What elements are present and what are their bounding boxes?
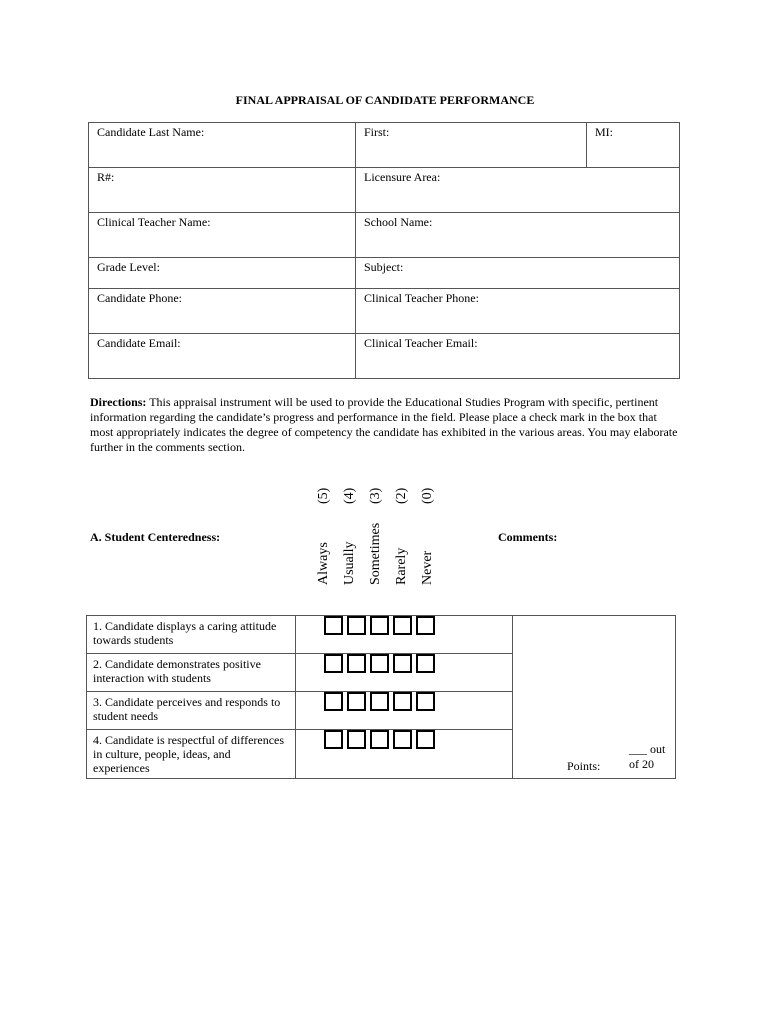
candidate-phone-label: Candidate Phone:: [97, 291, 182, 305]
never-checkbox[interactable]: [416, 616, 435, 635]
school-name-field[interactable]: [356, 213, 680, 258]
sometimes-checkbox[interactable]: [370, 616, 389, 635]
clinical-teacher-email-field[interactable]: [356, 334, 680, 379]
criteria-table: [86, 615, 676, 779]
sometimes-checkbox[interactable]: [370, 730, 389, 749]
candidate-email-label: Candidate Email:: [97, 336, 181, 350]
always-checkbox[interactable]: [324, 730, 343, 749]
first-name-label: First:: [364, 125, 390, 139]
grade-level-label: Grade Level:: [97, 260, 160, 274]
points-label: Points:: [567, 759, 601, 773]
rating-boxes: [296, 730, 513, 779]
clinical-teacher-phone-label: Clinical Teacher Phone:: [364, 291, 479, 305]
rating-score-never: (0): [420, 487, 435, 504]
usually-checkbox[interactable]: [347, 654, 366, 673]
usually-checkbox[interactable]: [347, 616, 366, 635]
never-checkbox[interactable]: [416, 692, 435, 711]
always-checkbox[interactable]: [324, 692, 343, 711]
page-title: FINAL APPRAISAL OF CANDIDATE PERFORMANCE: [235, 93, 535, 107]
rating-score-rarely: (2): [394, 487, 409, 504]
never-checkbox[interactable]: [416, 654, 435, 673]
never-checkbox[interactable]: [416, 730, 435, 749]
rarely-checkbox[interactable]: [393, 616, 412, 635]
directions-label: Directions:: [90, 395, 147, 409]
rating-score-usually: (4): [342, 487, 357, 504]
directions-text: This appraisal instrument will be used to provide the Educational Studies Program with specific, pertinent information regarding the candidate’s progress and performance in the field. Please place a check mark in the box that most appropriately indicates the degree of competency the candidate has exhibited in the various areas. You may elaborate further in the comments section.: [90, 395, 678, 454]
rating-boxes: [296, 692, 513, 730]
usually-checkbox[interactable]: [347, 730, 366, 749]
sometimes-checkbox[interactable]: [370, 692, 389, 711]
r-number-field[interactable]: [89, 168, 356, 213]
usually-checkbox[interactable]: [347, 692, 366, 711]
rarely-checkbox[interactable]: [393, 730, 412, 749]
rating-score-sometimes: (3): [368, 487, 383, 504]
last-name-field[interactable]: [89, 123, 356, 168]
rating-label-never: Never: [420, 550, 435, 585]
section-title: A. Student Centeredness:: [90, 530, 221, 544]
criterion-text: 1. Candidate displays a caring attitude towards students: [87, 616, 296, 654]
grade-level-field[interactable]: [89, 258, 356, 289]
rating-label-usually: Usually: [342, 541, 357, 585]
candidate-phone-field[interactable]: [89, 289, 356, 334]
mi-field[interactable]: [587, 123, 680, 168]
rating-score-always: (5): [316, 487, 331, 504]
rating-label-always: Always: [316, 542, 331, 585]
school-name-label: School Name:: [364, 215, 433, 229]
r-number-label: R#:: [97, 170, 115, 184]
clinical-teacher-name-label: Clinical Teacher Name:: [97, 215, 211, 229]
last-name-label: Candidate Last Name:: [97, 125, 205, 139]
rating-boxes: [296, 654, 513, 692]
rating-label-sometimes: Sometimes: [368, 522, 383, 585]
criterion-text: 2. Candidate demonstrates positive interaction with students: [87, 654, 296, 692]
criterion-text: 4. Candidate is respectful of differences in culture, people, ideas, and experiences: [87, 730, 296, 779]
candidate-info-table: [88, 122, 680, 379]
always-checkbox[interactable]: [324, 616, 343, 635]
clinical-teacher-email-label: Clinical Teacher Email:: [364, 336, 478, 350]
candidate-email-field[interactable]: [89, 334, 356, 379]
clinical-teacher-phone-field[interactable]: [356, 289, 680, 334]
sometimes-checkbox[interactable]: [370, 654, 389, 673]
first-name-field[interactable]: [356, 123, 587, 168]
licensure-area-label: Licensure Area:: [364, 170, 441, 184]
comments-header: Comments:: [498, 530, 558, 544]
rarely-checkbox[interactable]: [393, 654, 412, 673]
subject-field[interactable]: [356, 258, 680, 289]
rating-boxes: [296, 616, 513, 654]
always-checkbox[interactable]: [324, 654, 343, 673]
mi-label: MI:: [595, 125, 613, 139]
directions-paragraph: [90, 395, 680, 455]
rating-label-rarely: Rarely: [394, 547, 409, 585]
criterion-text: 3. Candidate perceives and responds to student needs: [87, 692, 296, 730]
rarely-checkbox[interactable]: [393, 692, 412, 711]
clinical-teacher-name-field[interactable]: [89, 213, 356, 258]
points-value: ___ out of 20: [629, 742, 666, 771]
comments-box[interactable]: [513, 616, 676, 779]
licensure-area-field[interactable]: [356, 168, 680, 213]
subject-label: Subject:: [364, 260, 404, 274]
